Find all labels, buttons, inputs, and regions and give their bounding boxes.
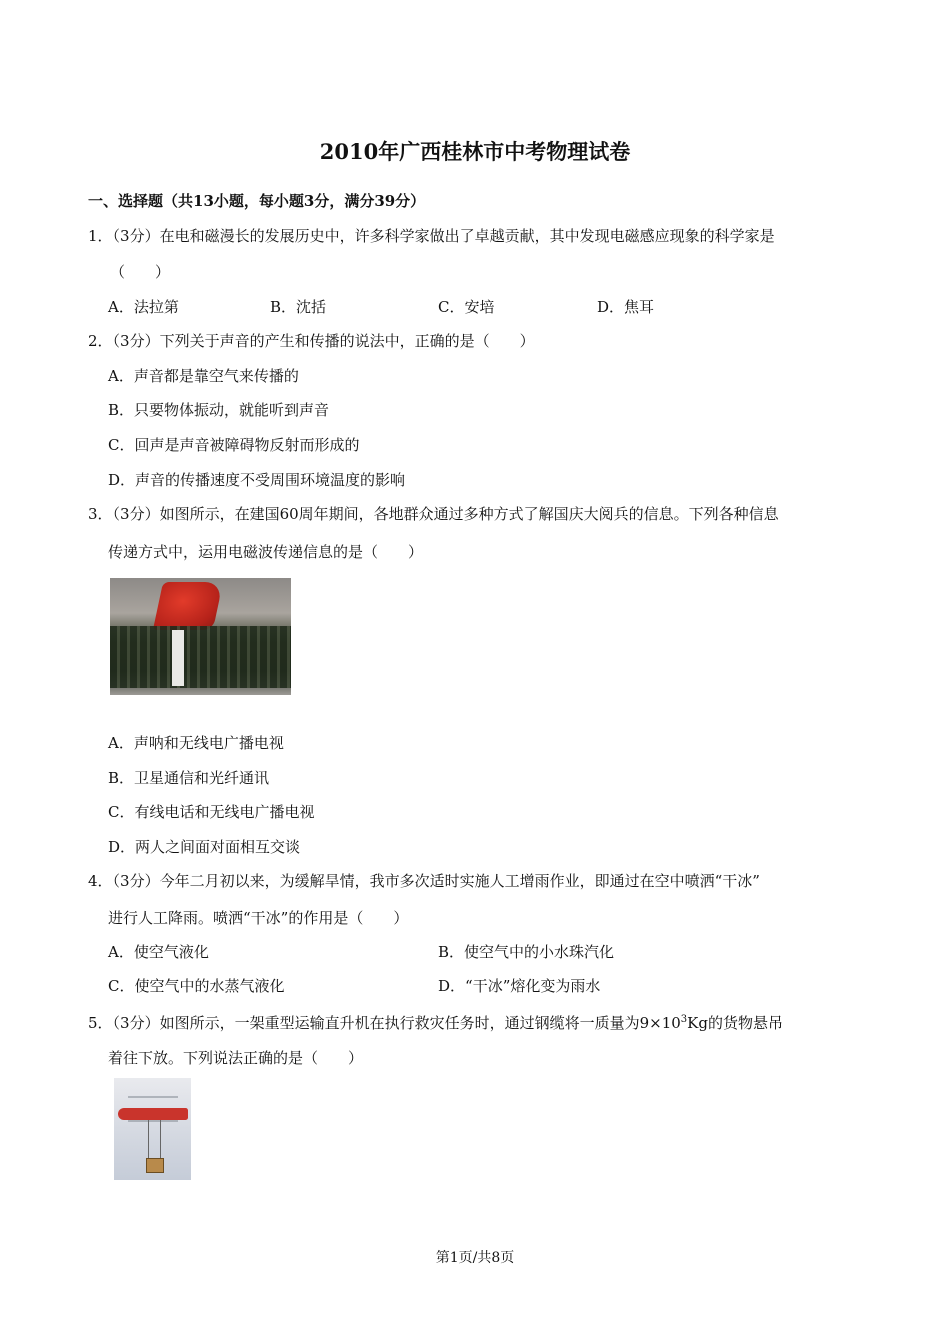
question-1-option-a: A．法拉第 (108, 298, 179, 316)
question-5-text-pre: 5．（3分）如图所示，一架重型运输直升机在执行救灾任务时，通过钢缆将一质量为9×10 (88, 1014, 681, 1032)
exponent: 3 (680, 1014, 688, 1025)
question-2-option-c: C．回声是声音被障碍物反射而形成的 (108, 436, 360, 454)
question-4-text-cont: 进行人工降雨。喷洒“干冰”的作用是（ ） (108, 909, 409, 927)
helicopter-shape (118, 1108, 188, 1120)
question-4-text: 4．（3分）今年二月初以来，为缓解旱情，我市多次适时实施人工增雨作业，即通过在空中喷洒“干冰” (88, 872, 760, 890)
cable-left (148, 1120, 149, 1158)
question-4-option-d: D．“干冰”熔化变为雨水 (438, 977, 601, 995)
question-3-text: 3．（3分）如图所示，在建国60周年期间，各地群众通过多种方式了解国庆大阅兵的信息。下列各种信息 (88, 505, 779, 523)
question-5-text-post: Kg的货物悬吊 (687, 1014, 783, 1032)
officer-shape (172, 630, 184, 686)
question-1-option-c: C．安培 (438, 298, 495, 316)
question-3-text-cont: 传递方式中，运用电磁波传递信息的是（ ） (108, 543, 424, 561)
question-3-option-c: C．有线电话和无线电广播电视 (108, 803, 315, 821)
flag-shape (153, 582, 223, 630)
question-1-option-d: D．焦耳 (597, 298, 655, 316)
question-1-bracket: （ ） (110, 263, 171, 281)
section-heading: 一、选择题（共13小题，每小题3分，满分39分） (88, 192, 426, 210)
question-3-option-a: A．声呐和无线电广播电视 (108, 734, 284, 752)
question-2-option-a: A．声音都是靠空气来传播的 (108, 367, 299, 385)
cargo-shape (146, 1158, 164, 1173)
question-2-text: 2．（3分）下列关于声音的产生和传播的说法中，正确的是（ ） (88, 332, 535, 350)
question-1-option-b: B．沈括 (270, 298, 327, 316)
helicopter-photo (114, 1078, 191, 1180)
question-4-option-b: B．使空气中的小水珠汽化 (438, 943, 615, 961)
question-5-text (88, 1012, 783, 1033)
question-5-text-cont: 着往下放。下列说法正确的是（ ） (108, 1049, 364, 1067)
question-3-option-d: D．两人之间面对面相互交谈 (108, 838, 301, 856)
page-footer: 第1页/共8页 (435, 1250, 515, 1266)
page-title: 2010年广西桂林市中考物理试卷 (319, 139, 631, 164)
cable-right (160, 1120, 161, 1158)
parade-photo (110, 578, 291, 695)
question-4-option-a: A．使空气液化 (108, 943, 209, 961)
question-2-option-d: D．声音的传播速度不受周围环境温度的影响 (108, 471, 406, 489)
question-2-option-b: B．只要物体振动，就能听到声音 (108, 401, 330, 419)
troops-shape (110, 626, 291, 688)
question-3-option-b: B．卫星通信和光纤通讯 (108, 769, 270, 787)
question-4-option-c: C．使空气中的水蒸气液化 (108, 977, 285, 995)
question-1-text: 1．（3分）在电和磁漫长的发展历史中，许多科学家做出了卓越贡献，其中发现电磁感应现象的科学家是 (88, 227, 775, 245)
